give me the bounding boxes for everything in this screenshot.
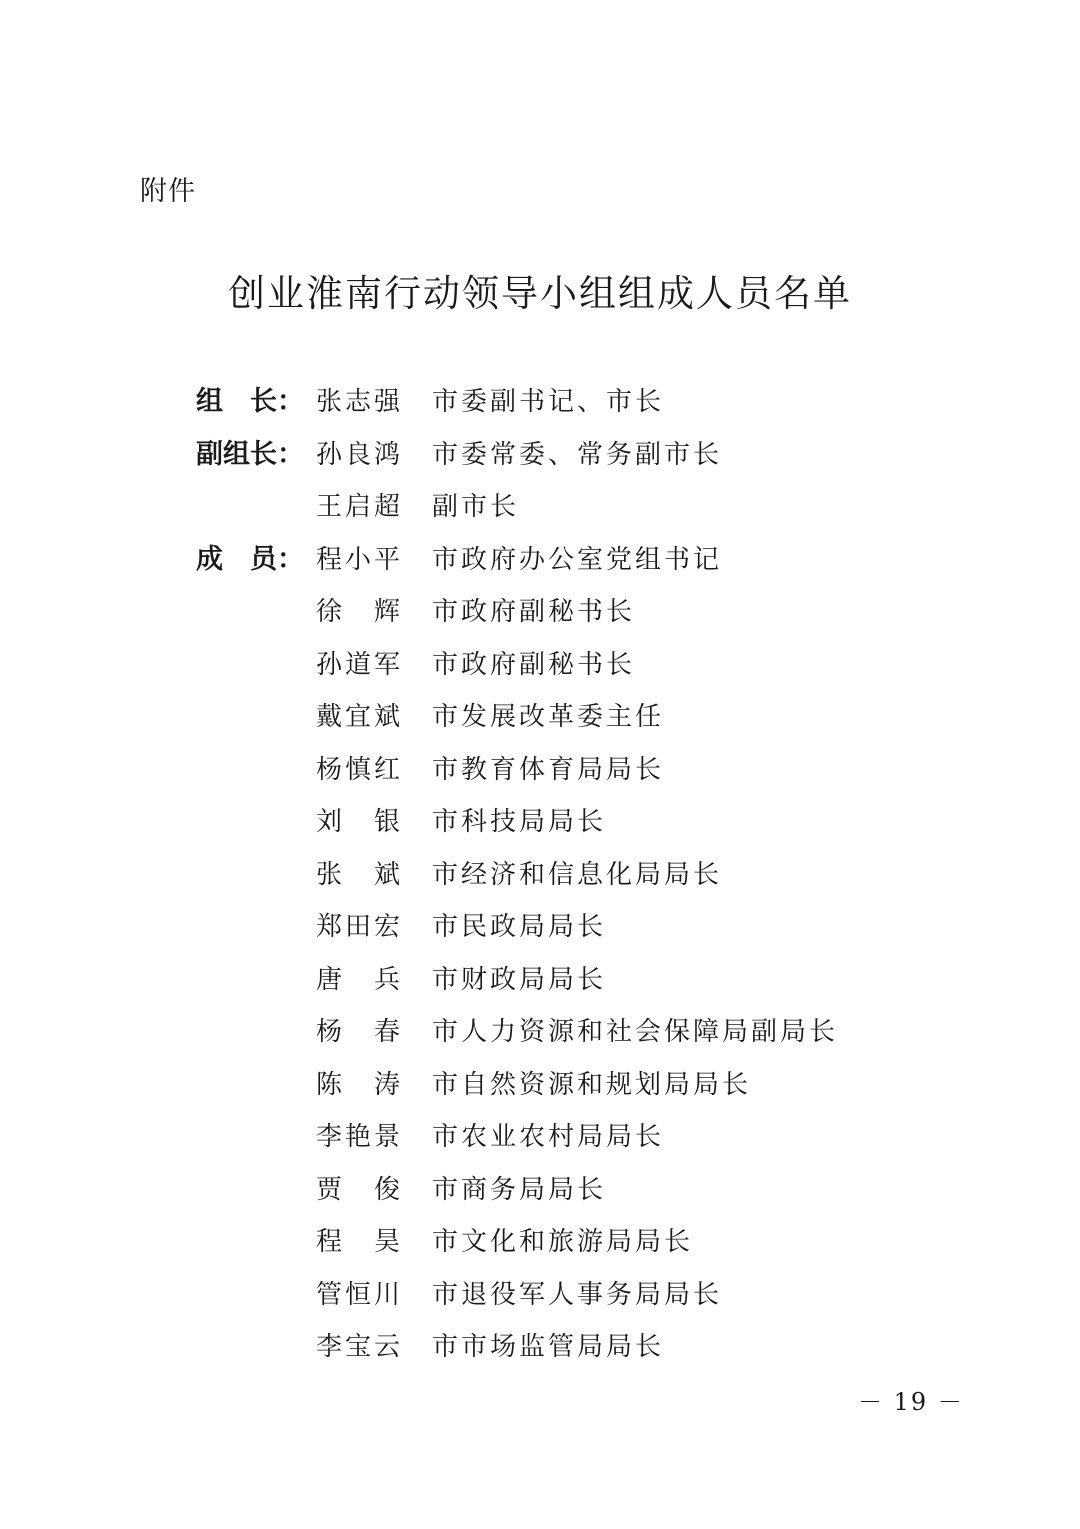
roster-row <box>196 1111 896 1164</box>
roster-list <box>196 376 896 1374</box>
roster-name: 张 斌 <box>316 859 404 890</box>
roster-row <box>196 1269 896 1322</box>
roster-name: 王启超 <box>316 492 404 522</box>
roster-position: 市政府副秘书长 <box>432 649 636 680</box>
document-title: 创业淮南行动领导小组组成人员名单 <box>228 272 852 315</box>
roster-role <box>196 481 314 533</box>
roster-position: 市人力资源和社会保障局副局长 <box>432 1017 839 1047</box>
roster-name: 戴宜斌 <box>316 702 404 732</box>
roster-name: 贾 俊 <box>316 1174 404 1205</box>
roster-name: 杨 春 <box>316 1017 404 1047</box>
roster-name: 孙道军 <box>316 649 404 680</box>
roster-role: 组 长： <box>196 386 304 417</box>
roster-row <box>196 1216 896 1269</box>
roster-role <box>196 1216 314 1268</box>
roster-name: 陈 涛 <box>316 1069 404 1100</box>
roster-row <box>196 1321 896 1374</box>
roster-position: 市退役军人事务局局长 <box>432 1279 723 1310</box>
roster-name: 郑田宏 <box>316 912 404 942</box>
roster-name: 管恒川 <box>316 1279 404 1310</box>
roster-position: 市委常委、常务副市长 <box>432 439 723 470</box>
roster-role <box>196 1321 314 1373</box>
roster-position: 市教育体育局局长 <box>432 754 665 785</box>
roster-role <box>196 1269 314 1321</box>
roster-position: 市文化和旅游局局长 <box>432 1227 694 1257</box>
roster-role <box>196 1164 314 1216</box>
roster-position: 市财政局局长 <box>432 964 607 995</box>
roster-role <box>196 586 314 638</box>
roster-role <box>196 901 314 953</box>
page-number: － 19 － <box>858 1388 964 1416</box>
roster-row <box>196 429 896 482</box>
roster-row <box>196 849 896 902</box>
roster-row <box>196 376 896 429</box>
roster-row <box>196 691 896 744</box>
attachment-label: 附件 <box>140 176 196 207</box>
roster-name: 唐 兵 <box>316 964 404 995</box>
roster-row <box>196 586 896 639</box>
roster-row <box>196 481 896 534</box>
roster-name: 徐 辉 <box>316 597 404 627</box>
roster-role <box>196 691 314 743</box>
roster-role <box>196 1059 314 1111</box>
roster-role <box>196 796 314 848</box>
roster-row <box>196 796 896 849</box>
roster-position: 市经济和信息化局局长 <box>432 859 723 890</box>
roster-role: 副组长： <box>196 438 304 470</box>
roster-position: 副市长 <box>432 492 520 522</box>
roster-row <box>196 534 896 587</box>
roster-position: 市民政局局长 <box>432 912 607 942</box>
roster-name: 张志强 <box>316 387 404 417</box>
roster-position: 市农业农村局局长 <box>432 1122 665 1152</box>
roster-position: 市委副书记、市长 <box>432 387 665 417</box>
roster-position: 市商务局局长 <box>432 1174 607 1205</box>
roster-name: 程小平 <box>316 544 404 575</box>
roster-role <box>196 639 314 691</box>
roster-row <box>196 1006 896 1059</box>
roster-role <box>196 954 314 1006</box>
roster-row <box>196 744 896 797</box>
roster-position: 市科技局局长 <box>432 807 607 837</box>
roster-name: 杨慎红 <box>316 754 404 785</box>
roster-row <box>196 1059 896 1112</box>
roster-name: 李艳景 <box>316 1122 404 1152</box>
roster-name: 李宝云 <box>316 1332 404 1362</box>
roster-position: 市发展改革委主任 <box>432 702 665 732</box>
roster-role <box>196 744 314 796</box>
roster-name: 程 昊 <box>316 1227 404 1257</box>
roster-role <box>196 1006 314 1058</box>
roster-row <box>196 954 896 1007</box>
roster-position: 市自然资源和规划局局长 <box>432 1069 752 1100</box>
roster-role <box>196 1111 314 1163</box>
roster-position: 市政府办公室党组书记 <box>432 544 723 575</box>
roster-position: 市市场监管局局长 <box>432 1332 665 1362</box>
roster-role: 成 员： <box>196 543 304 575</box>
roster-position: 市政府副秘书长 <box>432 597 636 627</box>
roster-name: 刘 银 <box>316 807 404 837</box>
roster-row <box>196 901 896 954</box>
roster-name: 孙良鸿 <box>316 439 404 470</box>
roster-row <box>196 639 896 692</box>
roster-role <box>196 849 314 901</box>
roster-row <box>196 1164 896 1217</box>
